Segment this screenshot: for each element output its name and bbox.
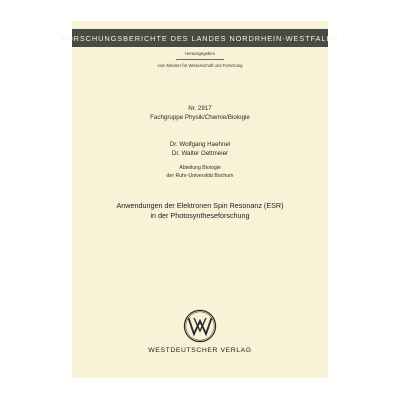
affiliation-line-1: Abteilung Biologie: [179, 165, 221, 171]
editor-label: Herausgegeben: [185, 51, 215, 56]
author-1: Dr. Wolfgang Haehnel: [169, 141, 231, 148]
divider: [176, 59, 224, 60]
series-title: FORSCHUNGSBERICHTE DES LANDES NORDRHEIN-WESTFALEN: [61, 33, 339, 43]
book-title-line-2: in der Photosyntheseforschung: [150, 211, 250, 220]
editor-text: vom Minister für Wissenschaft und Forschung: [157, 63, 243, 68]
book-cover: [61, 21, 339, 378]
westdeutscher-verlag-logo-icon: [183, 309, 217, 343]
series-banner: [61, 29, 339, 47]
author-2: Dr. Walter Oettmeier: [171, 150, 229, 157]
volume-number: Nr. 2917: [188, 105, 212, 112]
publisher-name: WESTDEUTSCHER VERLAG: [148, 347, 252, 354]
subject-group: Fachgruppe Physik/Chemie/Biologie: [150, 114, 250, 121]
book-title-line-1: Anwendungen der Elektronen Spin Resonanz (ESR): [116, 201, 284, 210]
affiliation-line-2: der Ruhr-Universität Bochum: [166, 173, 234, 179]
